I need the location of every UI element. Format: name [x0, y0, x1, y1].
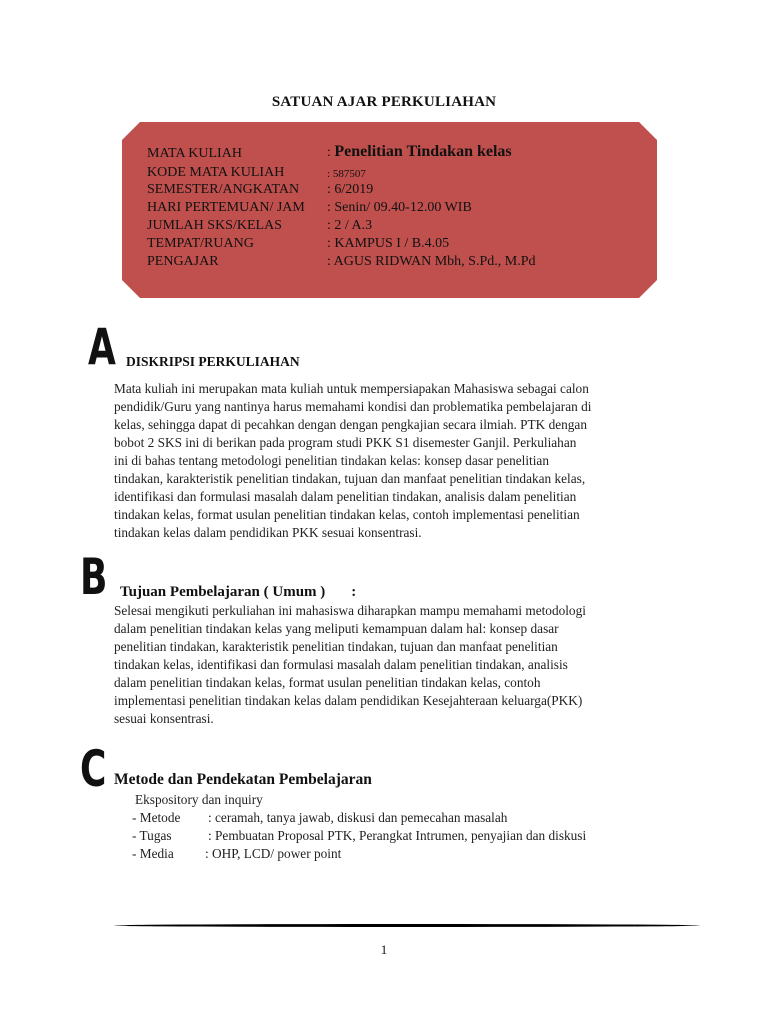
paragraph-line: kelas, sehingga dapat di pecahkan dengan dengan pengkajian secara ilmiah. PTK dengan — [114, 417, 587, 432]
section-b-paragraph — [114, 602, 655, 728]
method-item — [132, 827, 692, 845]
section-b-letter: B — [80, 548, 108, 606]
info-label: KODE MATA KULIAH — [147, 165, 285, 180]
method-key: - Metode — [132, 810, 181, 825]
paragraph-line: ini di bahas tentang metodologi penelitian tindakan kelas: konsep dasar penelitian — [114, 453, 549, 468]
course-code: 587507 — [332, 168, 366, 180]
sks-value: 2 / A.3 — [334, 218, 373, 233]
semester-value: 6/2019 — [334, 182, 374, 197]
info-label: SEMESTER/ANGKATAN — [147, 182, 300, 197]
paragraph-line: tindakan, karakteristik penelitian tindakan, tujuan dan manfaat penelitian tindakan kelas, — [114, 471, 586, 486]
info-label: TEMPAT/RUANG — [147, 236, 254, 251]
paragraph-line: tindakan kelas, identifikasi dan formulasi masalah dalam penelitian tindakan, analisis — [114, 657, 568, 672]
paragraph-line: bobot 2 SKS ini di berikan pada program studi PKK S1 disemester Ganjil. Perkuliahan — [114, 435, 577, 450]
info-value: : 6/2019 — [327, 182, 374, 197]
section-c-subtitle: Ekspository dan inquiry — [135, 792, 263, 807]
method-key: - Media — [132, 846, 174, 861]
footer-divider — [114, 924, 700, 927]
paragraph-line: tindakan kelas, format usulan penelitian tindakan kelas, contoh implementasi penelitian — [114, 507, 580, 522]
paragraph-line: Mata kuliah ini merupakan mata kuliah untuk mempersiapakan Mahasiswa sebagai calon — [114, 381, 589, 396]
info-label: PENGAJAR — [147, 254, 219, 269]
lecturer-value: AGUS RIDWAN Mbh, S.Pd., M.Pd — [333, 254, 536, 269]
method-item — [132, 845, 692, 863]
section-a-heading: DISKRIPSI PERKULIAHAN — [126, 354, 300, 369]
info-value: : Senin/ 09.40-12.00 WIB — [327, 200, 472, 215]
method-value: : OHP, LCD/ power point — [205, 846, 342, 861]
info-value: : 2 / A.3 — [327, 218, 373, 233]
info-value: : AGUS RIDWAN Mbh, S.Pd., M.Pd — [327, 254, 536, 269]
info-label: JUMLAH SKS/KELAS — [147, 218, 282, 233]
section-a-paragraph — [114, 380, 655, 542]
method-key: - Tugas — [132, 828, 172, 843]
section-b-heading-colon: : — [351, 584, 357, 600]
page-number: 1 — [380, 942, 388, 957]
method-item — [132, 809, 692, 827]
info-value: : KAMPUS I / B.4.05 — [327, 236, 450, 251]
paragraph-line: penelitian tindakan, karakteristik penelitian tindakan, tujuan dan manfaat penelitian — [114, 639, 558, 654]
section-a-letter: A — [88, 318, 116, 376]
paragraph-line: pendidik/Guru yang nantinya harus memahami kondisi dan problematika pembelajaran di — [114, 399, 592, 414]
paragraph-line: Selesai mengikuti perkuliahan ini mahasiswa diharapkan mampu memahami metodologi — [114, 603, 586, 618]
section-c-heading: Metode dan Pendekatan Pembelajaran — [114, 771, 372, 788]
paragraph-line: tindakan kelas dalam pendidikan PKK sesuai konsentrasi. — [114, 525, 422, 540]
info-value: : 587507 — [327, 168, 366, 180]
info-label: HARI PERTEMUAN/ JAM — [147, 200, 305, 215]
document-title: SATUAN AJAR PERKULIAHAN — [271, 94, 497, 110]
room-value: KAMPUS I / B.4.05 — [334, 236, 450, 251]
paragraph-line: sesuai konsentrasi. — [114, 711, 214, 726]
info-value: : Penelitian Tindakan kelas — [327, 143, 512, 160]
info-label: MATA KULIAH — [147, 146, 242, 161]
method-value: : Pembuatan Proposal PTK, Perangkat Intrumen, penyajian dan diskusi — [208, 828, 587, 843]
paragraph-line: dalam penelitian tindakan kelas yang meliputi kemampuan dalam hal: konsep dasar — [114, 621, 559, 636]
method-value: : ceramah, tanya jawab, diskusi dan pemecahan masalah — [208, 810, 508, 825]
paragraph-line: implementasi penelitian tindakan kelas dalam pendidikan Kesejahteraan keluarga(PKK) — [114, 693, 583, 708]
paragraph-line: dalam penelitian tindakan kelas, format usulan penelitian tindakan kelas, contoh — [114, 675, 541, 690]
section-b-heading-text: Tujuan Pembelajaran ( Umum ) — [120, 584, 326, 600]
course-name: Penelitian Tindakan kelas — [334, 143, 512, 160]
section-c-letter: C — [80, 740, 107, 798]
schedule-value: Senin/ 09.40-12.00 WIB — [334, 200, 472, 215]
paragraph-line: identifikasi dan formulasi masalah dalam penelitian tindakan, analisis dalam penelitian — [114, 489, 577, 504]
section-b-heading — [120, 584, 356, 601]
